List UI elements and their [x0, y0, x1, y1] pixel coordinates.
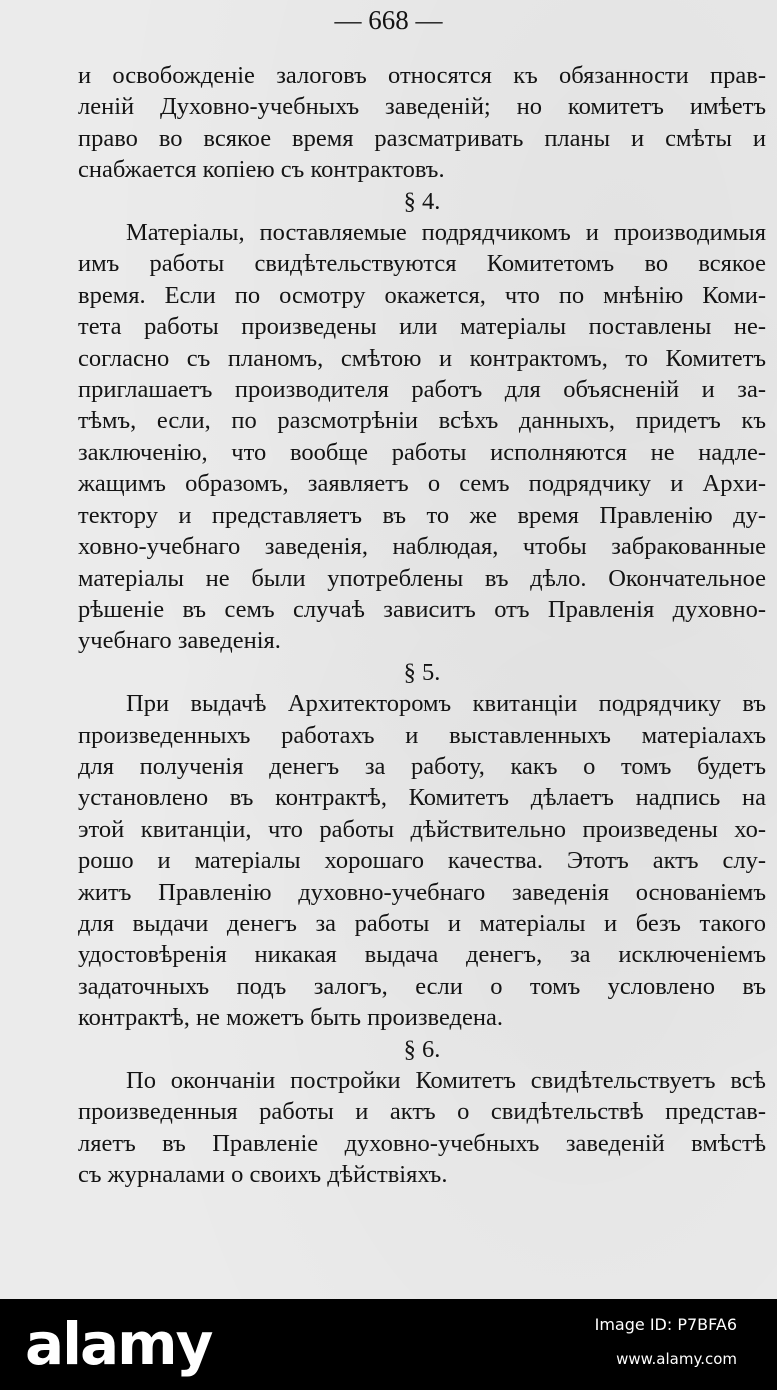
section-heading: § 5.	[403, 658, 441, 686]
text-line: согласно съ планомъ, смѣтою и контрактомъ, то Комитетъ	[78, 344, 766, 372]
site-url: www.alamy.com	[616, 1350, 737, 1368]
text-line: житъ Правленію духовно-учебнаго заведенія основаніемъ	[78, 878, 766, 906]
text-line: При выдачѣ Архитекторомъ квитанціи подрядчику въ	[126, 690, 766, 718]
text-line: для полученія денегъ за работу, какъ о томъ будетъ	[78, 752, 766, 780]
text-line: Матеріалы, поставляемые подрядчикомъ и производимыя	[126, 219, 766, 247]
watermark-bar	[0, 1299, 777, 1390]
text-line: контрактѣ, не можетъ быть произведена.	[78, 1004, 503, 1032]
text-line: тектору и представляетъ въ то же время Правленію ду-	[78, 501, 766, 529]
image-id-label: Image ID: P7BFA6	[594, 1315, 737, 1334]
section-5	[78, 657, 766, 1034]
text-line: для выдачи денегъ за работы и матеріалы и безъ такого	[78, 909, 766, 937]
paragraph-intro	[78, 60, 766, 186]
text-line: произведенныя работы и актъ о свидѣтельствѣ представ-	[78, 1098, 766, 1126]
text-line: приглашаетъ производителя работъ для объясненій и за-	[78, 376, 766, 404]
text-line: право во всякое время разсматривать планы и смѣты и	[78, 124, 766, 152]
text-line: рѣшеніе въ семъ случаѣ зависитъ отъ Правленія духовно-	[78, 595, 766, 623]
text-line: По окончаніи постройки Комитетъ свидѣтельствуетъ всѣ	[126, 1067, 766, 1094]
text-line: задаточныхъ подъ залогъ, если о томъ условлено въ	[78, 972, 766, 1000]
text-line: снабжается копіею съ контрактовъ.	[78, 156, 445, 184]
alamy-logo: alamy	[25, 1310, 212, 1378]
text-line: тѣмъ, если, по разсмотрѣніи всѣхъ данныхъ, придетъ къ	[78, 407, 766, 435]
text-line: удостовѣренія никакая выдача денегъ, за исключеніемъ	[78, 941, 766, 969]
text-line: жащимъ образомъ, заявляетъ о семъ подрядчику и Архи-	[78, 470, 766, 498]
text-line: время. Если по осмотру окажется, что по мнѣнію Коми-	[78, 281, 766, 309]
text-line: произведенныхъ работахъ и выставленныхъ матеріалахъ	[78, 721, 766, 749]
text-line: леній Духовно-учебныхъ заведеній; но комитетъ имѣетъ	[78, 93, 766, 121]
text-line: съ журналами о своихъ дѣйствіяхъ.	[78, 1161, 448, 1189]
text-line: и освобожденіе залоговъ относятся къ обязанности прав-	[78, 62, 766, 89]
text-line: учебнаго заведенія.	[78, 627, 281, 655]
text-line: заключенію, что вообще работы исполняются не надле-	[78, 438, 766, 466]
text-line: этой квитанціи, что работы дѣйствительно произведены хо-	[78, 815, 766, 843]
page-text	[78, 60, 766, 1191]
section-heading: § 4.	[403, 187, 441, 215]
section-heading: § 6.	[403, 1035, 441, 1063]
section-6	[78, 1034, 766, 1191]
text-line: рошо и матеріалы хорошаго качества. Этотъ актъ слу-	[78, 847, 766, 875]
page-number: — 668 —	[334, 5, 443, 35]
text-line: ховно-учебнаго заведенія, наблюдая, чтобы забракованные	[78, 533, 766, 561]
text-line: матеріалы не были употреблены въ дѣло. Окончательное	[78, 564, 766, 592]
text-line: установлено въ контрактѣ, Комитетъ дѣлаетъ надпись на	[78, 784, 766, 812]
text-line: тета работы произведены или матеріалы поставлены не-	[78, 313, 766, 341]
text-line: имъ работы свидѣтельствуются Комитетомъ во всякое	[78, 250, 766, 278]
section-4	[78, 186, 766, 657]
text-line: ляетъ въ Правленіе духовно-учебныхъ заведеній вмѣстѣ	[78, 1129, 766, 1157]
